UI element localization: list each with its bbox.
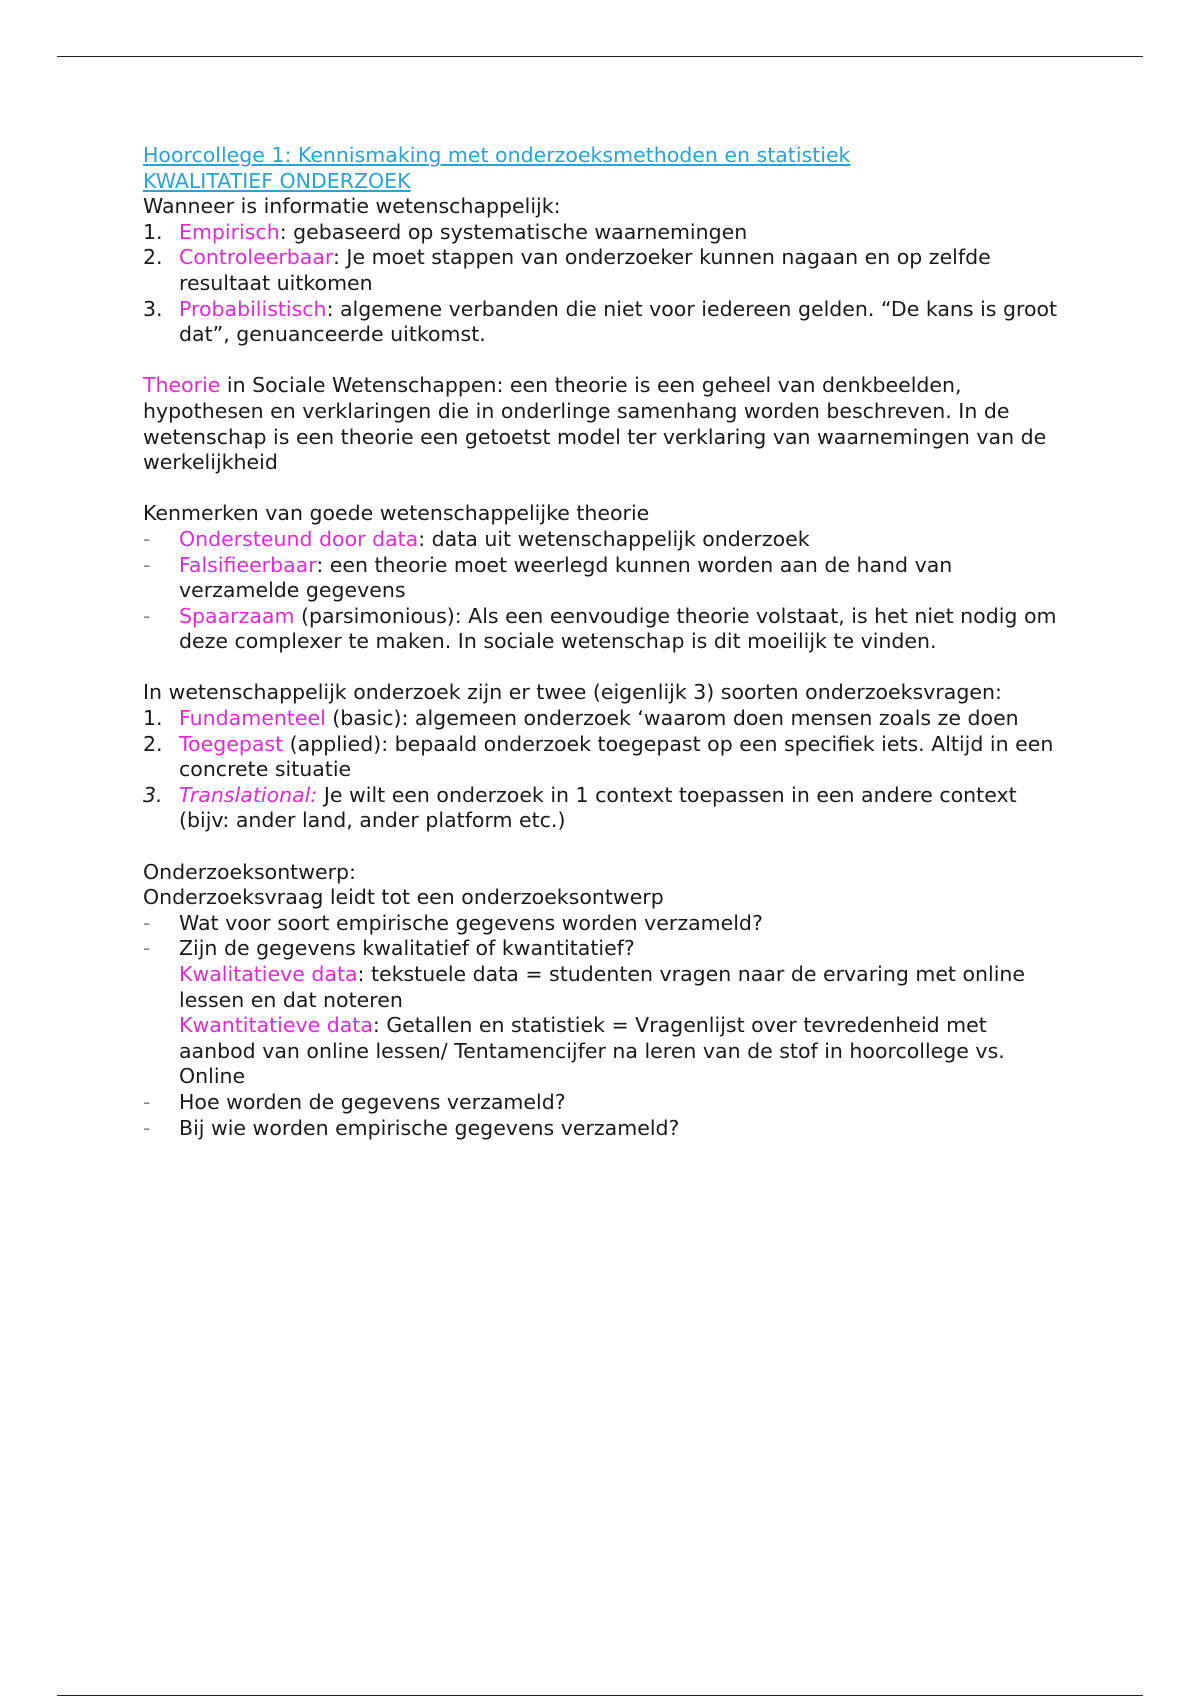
note-text: : Getallen en statistiek = Vragenlijst over tevredenheid met aanbod van online lessen/ Tentamencijfer na leren van de stof in hoorcollege vs. Online bbox=[179, 1013, 1005, 1089]
list-marker: 2. bbox=[143, 731, 163, 756]
list-item bbox=[143, 604, 1063, 655]
list-marker: 3. bbox=[143, 296, 163, 321]
term: Translational: bbox=[179, 782, 318, 807]
list-item bbox=[143, 245, 1063, 296]
list-item bbox=[143, 553, 1063, 604]
list-marker: - bbox=[143, 910, 151, 935]
item-text: : data uit wetenschappelijk onderzoek bbox=[418, 526, 810, 551]
item-text: (parsimonious): Als een eenvoudige theorie volstaat, is het niet nodig om deze complexer te maken. In sociale wetenschap is dit moeilijk te vinden. bbox=[179, 603, 1057, 654]
list-marker: 2. bbox=[143, 245, 163, 270]
s3-intro: Kenmerken van goede wetenschappelijke theorie bbox=[143, 501, 650, 526]
list-marker: - bbox=[143, 603, 151, 628]
term: Ondersteund door data bbox=[179, 526, 419, 551]
term: Probabilistisch bbox=[179, 296, 327, 321]
list-item bbox=[143, 783, 1063, 834]
bottom-rule bbox=[57, 1695, 1143, 1696]
list-marker: - bbox=[143, 552, 151, 577]
list-item bbox=[143, 1090, 1063, 1116]
item-text: Wat voor soort empirische gegevens worden verzameld? bbox=[179, 910, 763, 935]
term: Empirisch bbox=[179, 219, 280, 244]
list-marker: - bbox=[143, 936, 151, 961]
item-text: Bij wie worden empirische gegevens verzameld? bbox=[179, 1115, 680, 1140]
s1-intro: Wanneer is informatie wetenschappelijk: bbox=[143, 194, 561, 219]
paragraph-text: in Sociale Wetenschappen: een theorie is een geheel van denkbeelden, hypothesen en verklaringen die in onderlinge samenhang worden beschreven. In de wetenschap is een theorie een getoetst model ter verklaring van waarnemingen van de werkelijkheid bbox=[143, 373, 1047, 475]
list-item bbox=[143, 936, 1063, 962]
list-marker: - bbox=[143, 526, 151, 551]
term: Theorie bbox=[143, 373, 221, 398]
term: Falsifieerbaar bbox=[179, 552, 317, 577]
list-marker: 1. bbox=[143, 706, 163, 731]
s5-intro: Onderzoeksvraag leidt tot een onderzoeksontwerp bbox=[143, 885, 664, 910]
list-marker: 1. bbox=[143, 219, 163, 244]
item-text: : gebaseerd op systematische waarnemingen bbox=[279, 219, 748, 244]
item-text: (basic): algemeen onderzoek ‘waarom doen mensen zoals ze doen bbox=[325, 706, 1019, 731]
qualitative-data-note bbox=[143, 962, 1063, 1013]
s5-heading: Onderzoeksontwerp: bbox=[143, 859, 356, 884]
note-text: : tekstuele data = studenten vragen naar de ervaring met online lessen en dat noteren bbox=[179, 962, 1026, 1012]
term: Toegepast bbox=[179, 731, 284, 756]
s4-intro: In wetenschappelijk onderzoek zijn er twee (eigenlijk 3) soorten onderzoeksvragen: bbox=[143, 680, 1002, 705]
item-text: Zijn de gegevens kwalitatief of kwantitatief? bbox=[179, 936, 635, 961]
quantitative-data-note bbox=[143, 1013, 1063, 1090]
document-content bbox=[143, 143, 1063, 1141]
item-text: : een theorie moet weerlegd kunnen worden aan de hand van verzamelde gegevens bbox=[179, 552, 953, 603]
list-item bbox=[143, 527, 1063, 553]
term: Spaarzaam bbox=[179, 603, 295, 628]
list-marker: - bbox=[143, 1115, 151, 1140]
section-title: KWALITATIEF ONDERZOEK bbox=[143, 168, 411, 193]
list-item bbox=[143, 911, 1063, 937]
theory-paragraph bbox=[143, 373, 1063, 475]
list-item bbox=[143, 732, 1063, 783]
item-text: : algemene verbanden die niet voor iedereen gelden. “De kans is groot dat”, genuanceerde uitkomst. bbox=[179, 296, 1058, 347]
term: Controleerbaar bbox=[179, 245, 333, 270]
list-item bbox=[143, 706, 1063, 732]
list-marker: 3. bbox=[143, 782, 163, 807]
item-text: Je wilt een onderzoek in 1 context toepassen in een andere context (bijv: ander land, ander platform etc.) bbox=[179, 782, 1017, 833]
list-item bbox=[143, 297, 1063, 348]
list-marker: - bbox=[143, 1089, 151, 1114]
term: Kwantitatieve data bbox=[179, 1013, 373, 1038]
lecture-title: Hoorcollege 1: Kennismaking met onderzoeksmethoden en statistiek bbox=[143, 143, 851, 167]
list-item bbox=[143, 220, 1063, 246]
item-text: Hoe worden de gegevens verzameld? bbox=[179, 1089, 566, 1114]
item-text: : Je moet stappen van onderzoeker kunnen nagaan en op zelfde resultaat uitkomen bbox=[179, 245, 991, 295]
term: Fundamenteel bbox=[179, 706, 326, 731]
list-item bbox=[143, 1116, 1063, 1142]
top-rule bbox=[57, 56, 1143, 57]
item-text: (applied): bepaald onderzoek toegepast op een specifiek iets. Altijd in een concrete situatie bbox=[179, 731, 1054, 782]
term: Kwalitatieve data bbox=[179, 962, 358, 986]
